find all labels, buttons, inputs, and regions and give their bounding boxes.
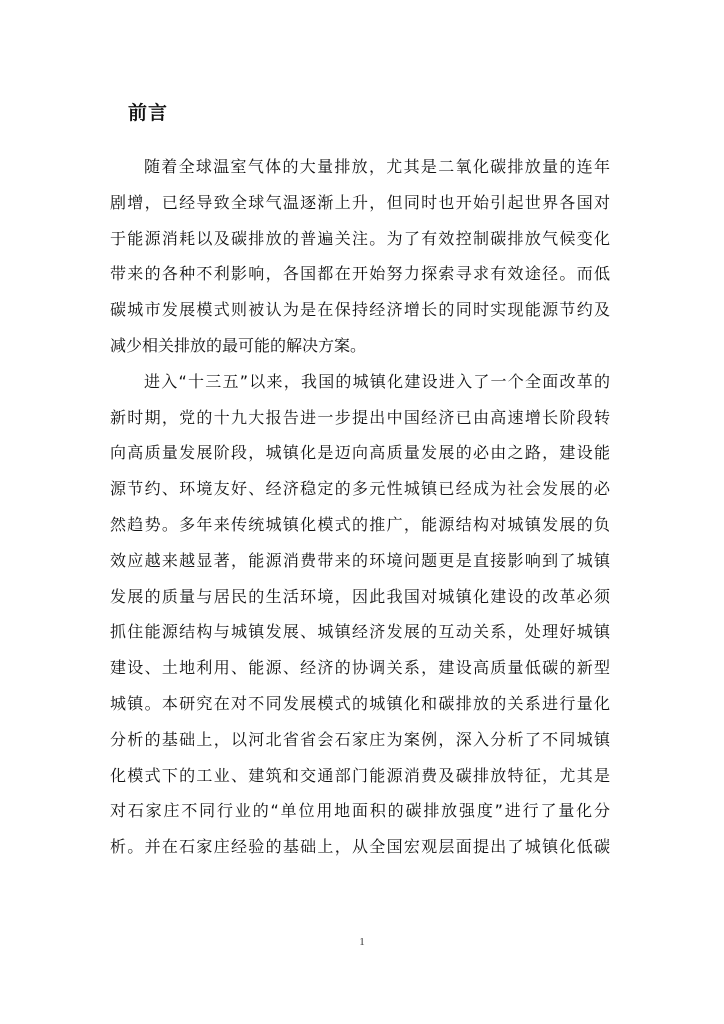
text-line: 城镇。本研究在对不同发展模式的城镇化和碳排放的关系进行量化 bbox=[110, 693, 610, 713]
text-line: 建设、土地利用、能源、经济的协调关系，建设高质量低碳的新型 bbox=[110, 658, 610, 678]
text-line: 于能源消耗以及碳排放的普遍关注。为了有效控制碳排放气候变化 bbox=[110, 228, 610, 248]
text-line: 带来的各种不利影响，各国都在开始努力探索寻求有效途径。而低 bbox=[110, 264, 610, 284]
text-line: 新时期，党的十九大报告进一步提出中国经济已由高速增长阶段转 bbox=[110, 407, 610, 427]
text-line: 然趋势。多年来传统城镇化模式的推广，能源结构对城镇发展的负 bbox=[110, 514, 610, 534]
text-line: 对石家庄不同行业的“单位用地面积的碳排放强度”进行了量化分 bbox=[110, 801, 610, 821]
text-line: 发展的质量与居民的生活环境，因此我国对城镇化建设的改革必须 bbox=[110, 586, 610, 606]
text-line: 减少相关排放的最可能的解决方案。 bbox=[110, 335, 367, 355]
document-body bbox=[110, 149, 610, 865]
section-heading: 前言 bbox=[128, 102, 169, 124]
text-line: 化模式下的工业、建筑和交通部门能源消费及碳排放特征，尤其是 bbox=[110, 765, 610, 785]
text-line: 剧增，已经导致全球气温逐渐上升，但同时也开始引起世界各国对 bbox=[110, 192, 610, 212]
paragraph-2 bbox=[110, 364, 610, 865]
text-line: 向高质量发展阶段，城镇化是迈向高质量发展的必由之路，建设能 bbox=[110, 443, 610, 463]
text-line: 随着全球温室气体的大量排放，尤其是二氧化碳排放量的连年 bbox=[144, 157, 610, 176]
text-line: 分析的基础上，以河北省省会石家庄为案例，深入分析了不同城镇 bbox=[110, 729, 610, 749]
page-number: 1 bbox=[359, 936, 365, 948]
paragraph-1 bbox=[110, 149, 610, 364]
text-line: 抓住能源结构与城镇发展、城镇经济发展的互动关系，处理好城镇 bbox=[110, 622, 610, 642]
text-line: 源节约、环境友好、经济稳定的多元性城镇已经成为社会发展的必 bbox=[110, 479, 610, 499]
text-line: 析。并在石家庄经验的基础上，从全国宏观层面提出了城镇化低碳 bbox=[110, 837, 610, 857]
text-line: 效应越来越显著，能源消费带来的环境问题更是直接影响到了城镇 bbox=[110, 550, 610, 570]
text-line: 碳城市发展模式则被认为是在保持经济增长的同时实现能源节约及 bbox=[110, 300, 610, 320]
text-line: 进入“十三五”以来，我国的城镇化建设进入了一个全面改革的 bbox=[144, 371, 610, 391]
